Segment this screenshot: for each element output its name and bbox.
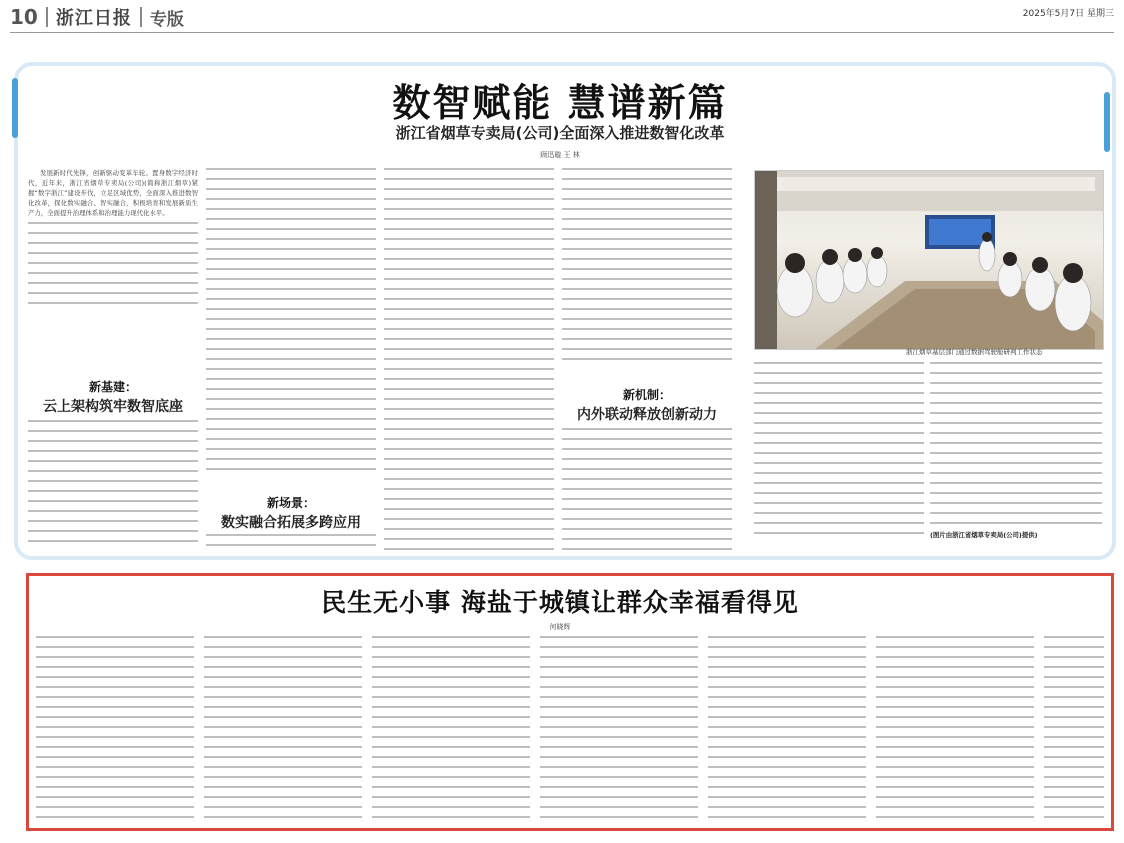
body-text-lines xyxy=(930,362,1102,527)
column3-body xyxy=(384,168,554,558)
photo-caption: 浙江烟草基层部门通过数据驾驶舱研判工作状态 xyxy=(906,348,1043,356)
article2-byline: 何晓辉 xyxy=(549,623,571,631)
column6-body xyxy=(930,362,1102,527)
body-text-lines xyxy=(28,222,198,312)
article2-headline: 民生无小事 海盐于城镇让群众幸福看得见 xyxy=(321,588,799,617)
article2-col1 xyxy=(36,636,194,824)
article2-col6 xyxy=(876,636,1034,824)
article2-col7 xyxy=(1044,636,1104,824)
section2-body xyxy=(206,534,376,554)
body-text-lines xyxy=(562,428,732,558)
issue-date: 2025年5月7日 星期三 xyxy=(1022,9,1114,19)
body-text-lines xyxy=(754,362,924,542)
body-text-lines xyxy=(708,636,866,824)
section2-title: 新场景： xyxy=(266,496,315,510)
frame-accent-left xyxy=(12,78,18,138)
body-text-lines xyxy=(384,168,554,558)
masthead-left xyxy=(10,4,184,30)
column4-body xyxy=(562,168,732,368)
article1-byline: 顾迅璇 王 林 xyxy=(540,151,580,159)
section1-subtitle: 云上架构筑牢数智底座 xyxy=(43,399,183,415)
masthead-divider xyxy=(140,7,142,27)
body-text-lines xyxy=(562,168,732,368)
page-number: 10 xyxy=(10,5,38,29)
photo-source-note xyxy=(930,530,1102,542)
body-text-lines xyxy=(28,420,198,550)
body-text-lines xyxy=(206,168,376,473)
article1-headline: 数智赋能 慧谱新篇 xyxy=(392,80,728,125)
section3-title: 新机制： xyxy=(622,388,671,402)
masthead-rule xyxy=(10,32,1114,33)
body-text-lines xyxy=(1044,636,1104,824)
body-text-lines xyxy=(876,636,1034,824)
column2-body xyxy=(206,168,376,473)
body-text-lines xyxy=(204,636,362,824)
meeting-room-photo xyxy=(755,171,1103,349)
section3-body xyxy=(562,428,732,558)
section1-title: 新基建： xyxy=(88,380,137,394)
article2-col4 xyxy=(540,636,698,824)
article-photo xyxy=(754,170,1104,350)
article1-subheadline: 浙江省烟草专卖局(公司)全面深入推进数智化改革 xyxy=(395,124,725,142)
newspaper-name: 浙江日报 xyxy=(55,8,132,29)
section2-subtitle: 数实融合拓展多跨应用 xyxy=(221,515,361,531)
section1-body xyxy=(28,420,198,550)
article2-col2 xyxy=(204,636,362,824)
newspaper-masthead xyxy=(0,0,1124,34)
article2-col3 xyxy=(372,636,530,824)
body-text-lines xyxy=(540,636,698,824)
body-text-lines xyxy=(206,534,376,554)
article2-col5 xyxy=(708,636,866,824)
intro-paragraph: 发展新时代先锋，创新驱动变革车轮。置身数字经济时代，近年来，浙江省烟草专卖局(公司)(简称浙江烟草)紧握“数字浙江”建设步伐，立足区域优势，全面深入推进数智化改革，探化数实融合、智实融合，积极培育和发展新质生产力，全面提升治理体系和治理能力现代化水平。 xyxy=(28,169,198,217)
body-text-lines xyxy=(36,636,194,824)
body-text-lines xyxy=(372,636,530,824)
column5-body xyxy=(754,362,924,542)
masthead-divider xyxy=(46,7,48,27)
section3-subtitle: 内外联动释放创新动力 xyxy=(577,407,717,423)
photo-source-text: (图片由浙江省烟草专卖局(公司)提供) xyxy=(930,531,1038,539)
frame-accent-right xyxy=(1104,92,1110,152)
section-name: 专版 xyxy=(149,9,184,30)
article1-intro-text xyxy=(28,168,198,358)
